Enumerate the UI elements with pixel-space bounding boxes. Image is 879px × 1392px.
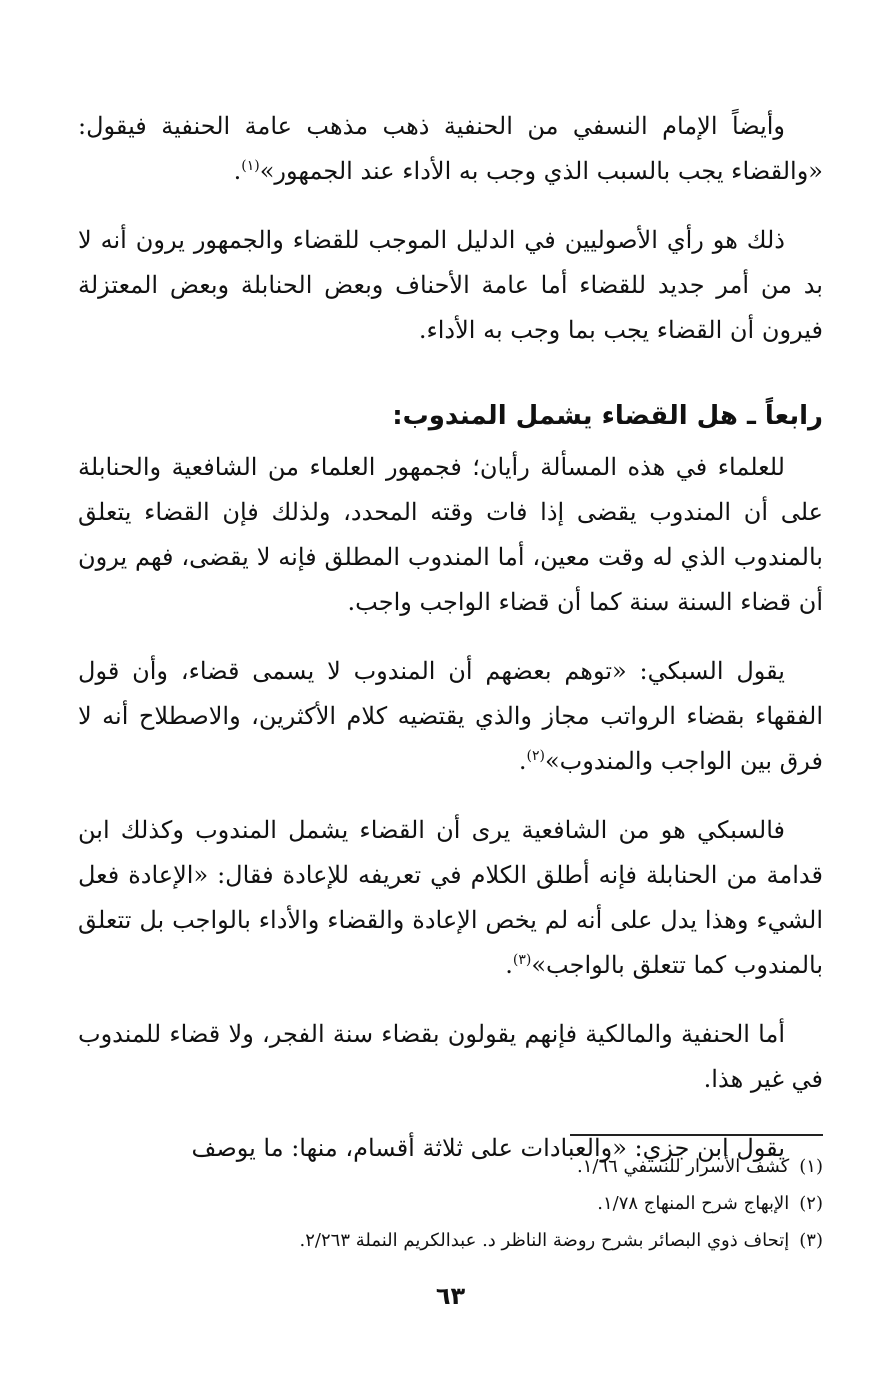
paragraph-1-text: وأيضاً الإمام النسفي من الحنفية ذهب مذهب عامة الحنفية فيقول: «والقضاء يجب بالسبب الذي وجب به الأداء عند الجمهور» bbox=[78, 112, 823, 185]
paragraph-5-end: . bbox=[505, 951, 513, 979]
book-page bbox=[78, 104, 823, 1352]
footnote-ref-3: (٣) bbox=[512, 952, 532, 968]
page-number: ٦٣ bbox=[435, 1282, 466, 1310]
footnote-number: (١) bbox=[799, 1156, 823, 1177]
footnotes bbox=[78, 1148, 823, 1259]
footnote-ref-2: (٢) bbox=[526, 748, 545, 764]
footnote-2 bbox=[78, 1185, 823, 1222]
paragraph-1 bbox=[78, 104, 823, 194]
footnote-number: (٢) bbox=[799, 1193, 823, 1214]
paragraph-4-text: يقول السبكي: «توهم بعضهم أن المندوب لا يسمى قضاء، وأن قول الفقهاء بقضاء الرواتب مجاز والذي يقتضيه كلام الأكثرين، والاصطلاح أنه لا فرق بين الواجب والمندوب» bbox=[78, 657, 823, 775]
paragraph-6: أما الحنفية والمالكية فإنهم يقولون بقضاء سنة الفجر، ولا قضاء للمندوب في غير هذا. bbox=[78, 1020, 823, 1093]
section-heading: رابعاً ـ هل القضاء يشمل المندوب: bbox=[392, 401, 823, 431]
paragraph-4-end: . bbox=[518, 747, 527, 775]
paragraph-7: يقول ابن جزي: «والعبادات على ثلاثة أقسام، منها: ما يوصف bbox=[191, 1134, 785, 1162]
paragraph-3: للعلماء في هذه المسألة رأيان؛ فجمهور العلماء من الشافعية والحنابلة على أن المندوب يقضى إذا فات وقته المحدد، ولذلك فإن القضاء يتعلق بالمندوب الذي له وقت معين، أما المندوب المطلق فإنه لا يقضى، فهم يرون أن قضاء السنة سنة كما أن قضاء الواجب واجب. bbox=[78, 453, 824, 616]
paragraph-4 bbox=[78, 649, 823, 784]
paragraph-5 bbox=[78, 808, 823, 988]
paragraph-2: ذلك هو رأي الأصوليين في الدليل الموجب للقضاء والجمهور يرون أنه لا بد من أمر جديد للقضاء أما عامة الأحناف وبعض الحنابلة وبعض المعتزلة فيرون أن القضاء يجب بما وجب به الأداء. bbox=[78, 226, 823, 344]
paragraph-1-end: . bbox=[233, 157, 242, 185]
footnote-1 bbox=[78, 1148, 823, 1185]
footnote-ref-1: (١) bbox=[241, 158, 260, 174]
footnote-divider bbox=[570, 1134, 823, 1136]
footnote-number: (٣) bbox=[799, 1230, 823, 1251]
footnote-3 bbox=[78, 1222, 823, 1259]
footnote-text: كشف الأسرار للنسفي ١/٦٦. bbox=[577, 1156, 790, 1177]
paragraph-5-text: فالسبكي هو من الشافعية يرى أن القضاء يشمل المندوب وكذلك ابن قدامة من الحنابلة فإنه أطلق الكلام في تعريفه للإعادة فقال: «الإعادة فعل الشيء وهذا يدل على أنه لم يخص الإعادة والقضاء والأداء بالواجب بل تتعلق بالمندوب كما تتعلق بالواجب» bbox=[78, 816, 823, 979]
footnote-text: الإبهاج شرح المنهاج ١/٧٨. bbox=[597, 1193, 790, 1214]
footnote-text: إتحاف ذوي البصائر بشرح روضة الناظر د. عبدالكريم النملة ٢/٢٦٣. bbox=[299, 1230, 790, 1251]
